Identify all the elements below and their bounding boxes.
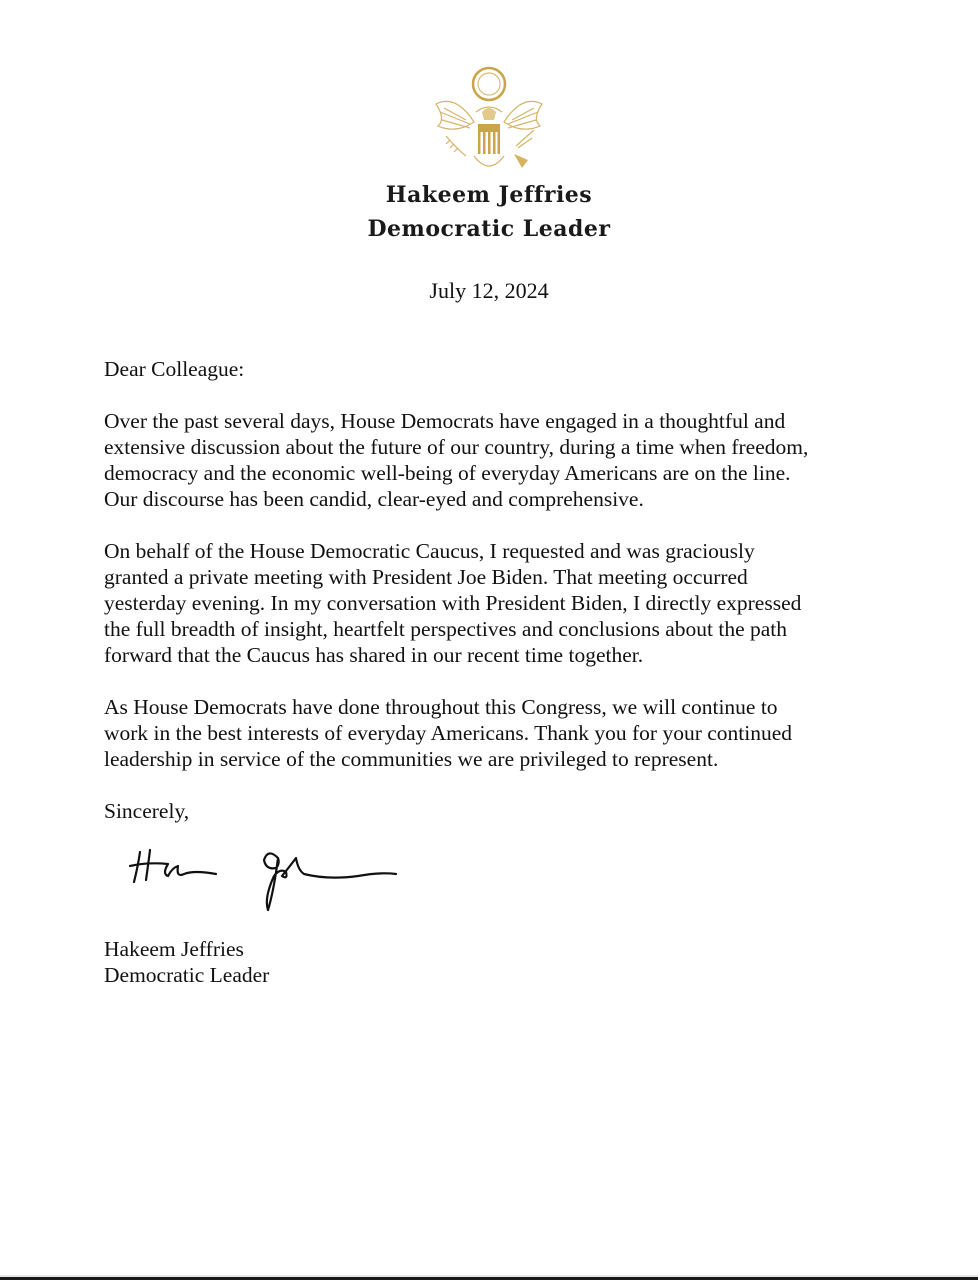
closing: Sincerely, — [104, 799, 190, 823]
signer-title: Democratic Leader — [104, 963, 270, 987]
paragraph-line: democracy and the economic well-being of everyday Americans are on the line. — [104, 461, 791, 485]
paragraph-3 — [104, 694, 904, 772]
paragraph-line: the full breadth of insight, heartfelt perspectives and conclusions about the path — [104, 617, 788, 641]
letterhead-name — [0, 180, 978, 210]
letter-body — [104, 356, 904, 824]
paragraph-line: leadership in service of the communities we are privileged to represent. — [104, 747, 719, 771]
paragraph-line: yesterday evening. In my conversation with President Biden, I directly expressed — [104, 591, 802, 615]
letterhead-title — [0, 214, 978, 244]
paragraph-line: granted a private meeting with President Joe Biden. That meeting occurred — [104, 565, 748, 589]
paragraph-2 — [104, 538, 904, 668]
paragraph-line: Over the past several days, House Democrats have engaged in a thoughtful and — [104, 409, 786, 433]
paragraph-line: As House Democrats have done throughout this Congress, we will continue to — [104, 695, 778, 719]
great-seal-icon — [426, 64, 552, 182]
signature-block — [104, 936, 269, 988]
paragraph-line: On behalf of the House Democratic Caucus, I requested and was graciously — [104, 539, 755, 563]
paragraph-line: forward that the Caucus has shared in our recent time together. — [104, 643, 644, 667]
handwritten-signature-icon — [128, 840, 408, 920]
signer-name: Hakeem Jeffries — [104, 937, 244, 961]
letterhead-name-text: Hakeem Jeffries — [385, 182, 593, 208]
paragraph-line: Our discourse has been candid, clear-eyed and comprehensive. — [104, 487, 644, 511]
letter-date: July 12, 2024 — [429, 278, 549, 303]
letterhead-title-text: Democratic Leader — [367, 216, 611, 242]
paragraph-line: extensive discussion about the future of our country, during a time when freedom, — [104, 435, 809, 459]
salutation: Dear Colleague: — [104, 357, 245, 381]
paragraph-line: work in the best interests of everyday Americans. Thank you for your continued — [104, 721, 793, 745]
paragraph-1 — [104, 408, 904, 512]
